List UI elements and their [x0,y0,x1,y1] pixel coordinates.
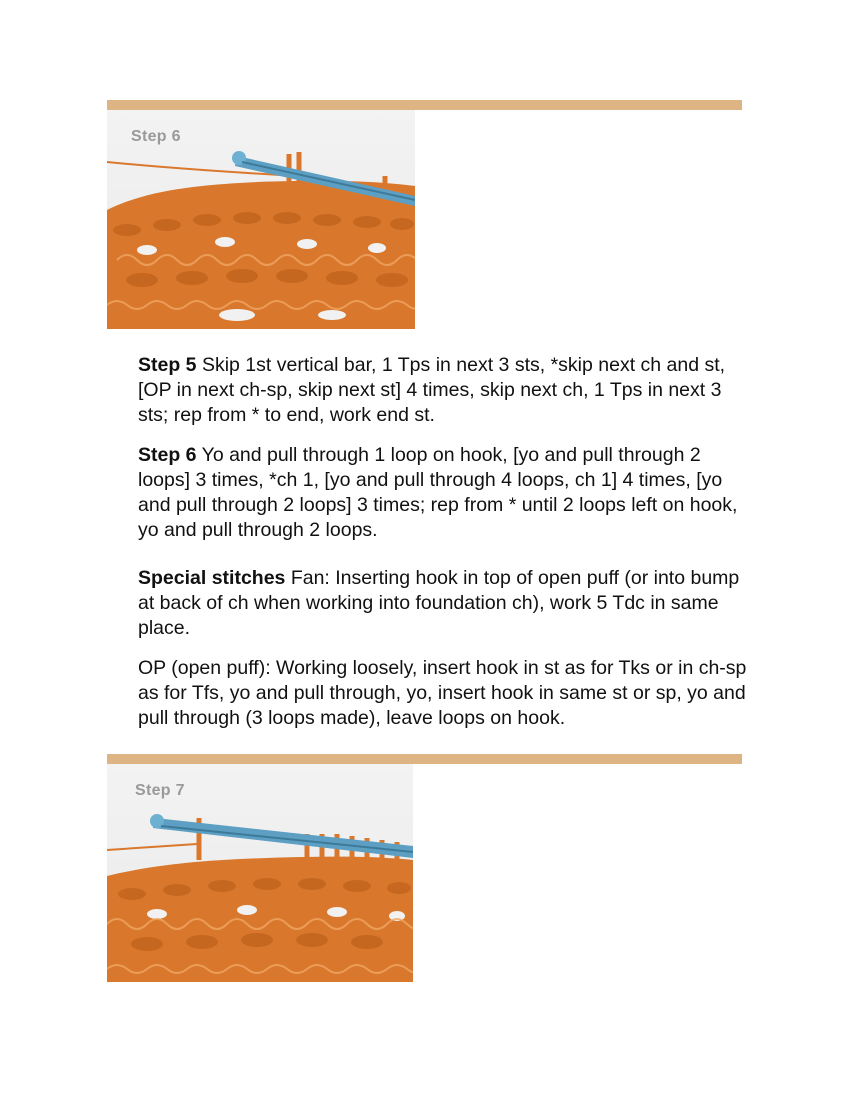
step-6-photo-label: Step 6 [131,128,181,145]
step-7-photo [107,764,413,982]
step-5-heading: Step 5 [138,354,197,376]
open-puff-body: OP (open puff): Working loosely, insert hook in st as for Tks or in ch-sp as for Tfs, yo and pull through, yo, insert hook in same st or sp, yo and pull through (3 loops made), leave loops on hook. [138,657,747,729]
step-5-paragraph [138,353,750,428]
open-puff-paragraph [138,656,750,731]
step-7-photo-label: Step 7 [135,782,185,799]
step-5-body: Skip 1st vertical bar, 1 Tps in next 3 sts, *skip next ch and st, [OP in next ch-sp, skip next st] 4 times, skip next ch, 1 Tps in next 3 sts; rep from * to end, work end st. [138,354,726,426]
top-divider-bar [107,100,742,110]
bottom-divider-bar [107,754,742,764]
special-stitches-heading: Special stitches [138,567,286,589]
special-stitches-body: Fan: Inserting hook in top of open puff (or into bump at back of ch when working into foundation ch), work 5 Tdc in same place. [138,567,740,639]
step-6-heading: Step 6 [138,444,197,466]
step-6-body: Yo and pull through 1 loop on hook, [yo and pull through 2 loops] 3 times, *ch 1, [yo and pull through 4 loops, ch 1] 4 times, [yo and pull through 2 loops] 3 times; rep from * until 2 loops left on hook, yo and pull through 2 loops. [138,444,738,541]
step-6-paragraph [138,443,750,543]
special-stitches-paragraph [138,566,750,641]
step-6-photo [107,110,415,329]
